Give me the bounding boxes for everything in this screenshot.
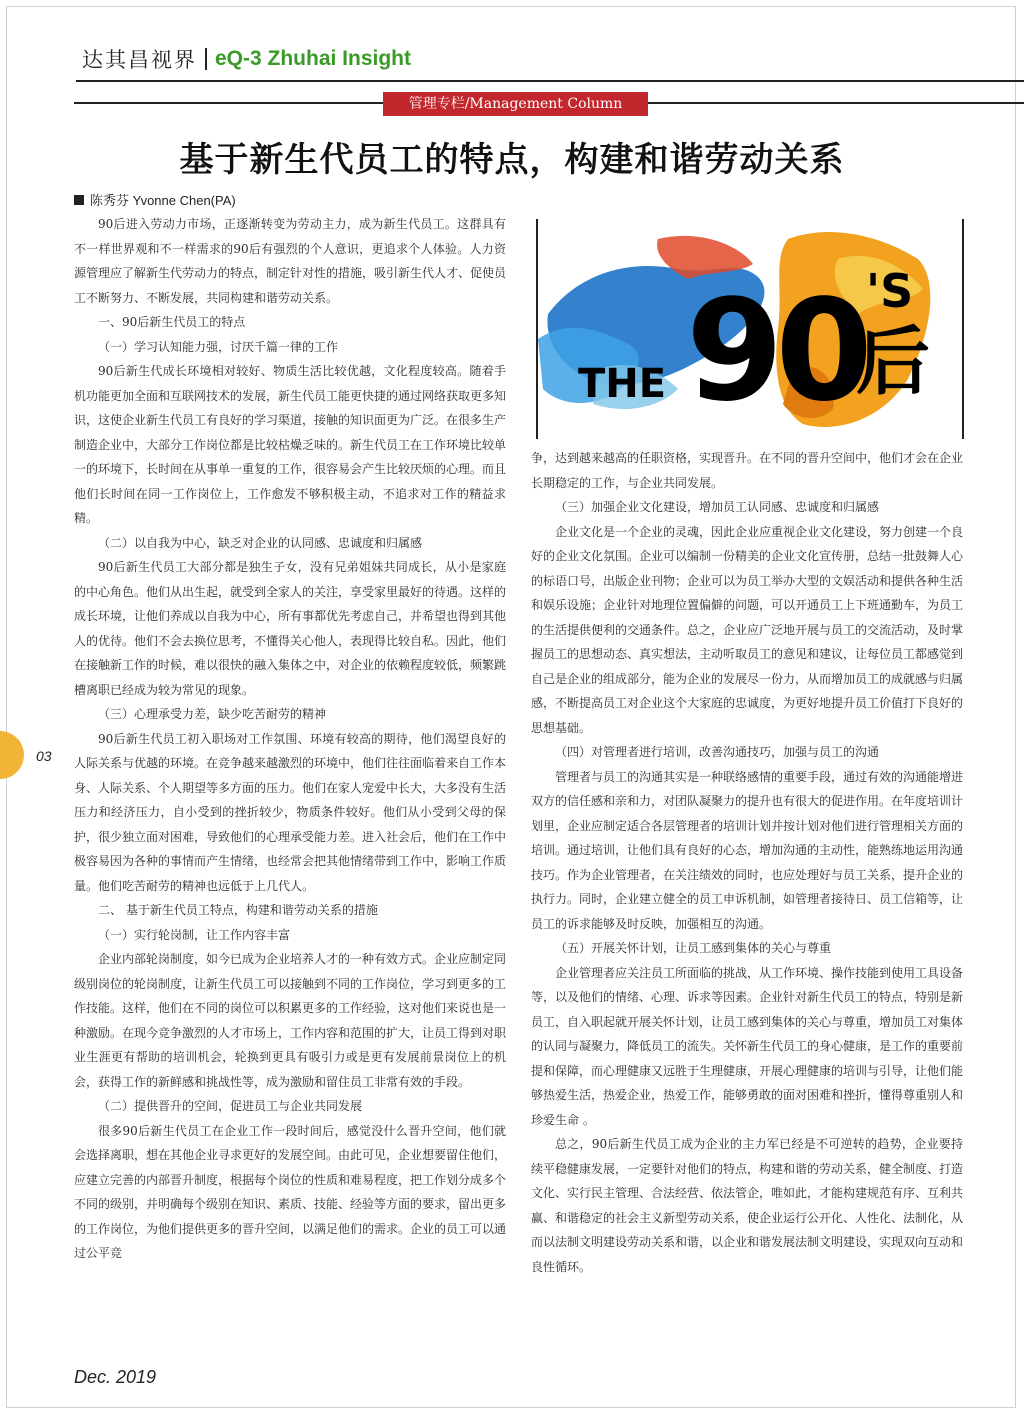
subsection-heading: （四）对管理者进行培训，改善沟通技巧，加强与员工的沟通: [555, 745, 880, 759]
subsection-heading: （三）加强企业文化建设，增加员工认同感、忠诚度和归属感: [555, 500, 880, 514]
subsection-heading: （一）学习认知能力强，讨厌千篇一律的工作: [98, 339, 339, 354]
paragraph: 很多90后新生代员工在企业工作一段时间后，感觉没什么晋升空间，他们就会选择离职，想在其他企业寻求更好的发展空间。由此可见，企业想要留住他们，应建立完善的内部晋升制度，根据每个岗位的性质和难易程度，把工作划分成多个不同的级别，并明确每个级别在知识、素质、技能、经验等方面的要求，留出更多的工作岗位，为他们提供更多的晋升空间，以满足他们的需求。企业的员工可以通过公平竞: [74, 1123, 507, 1260]
author-line: [74, 190, 236, 209]
paragraph: 90后新生代成长环境相对较好、物质生活比较优越，文化程度较高。随着手机功能更加全面和互联网技术的发展，新生代员工能更快捷的通过网络获取更多知识，这使企业新生代员工有良好的学习渠道，接触的知识面更为广泛。在很多生产制造企业中，大部分工作岗位都是比较枯燥乏味的。新生代员工在工作环境比较单一的环境下，长时间在从事单一重复的工作，很容易会产生比较厌烦的心理。而且他们长时间在同一工作岗位上，工作愈发不够积极主动，不追求对工作的精益求精。: [74, 364, 507, 525]
subsection-heading: （三）心理承受力差，缺少吃苦耐劳的精神: [98, 707, 327, 721]
column-tag: 管理专栏/Management Column: [383, 92, 648, 116]
paragraph: 管理者与员工的沟通其实是一种联络感情的重要手段，通过有效的沟通能增进双方的信任感和亲和力，对团队凝聚力的提升也有很大的促进作用。在年度培训计划里，企业应制定适合各层管理者的培训计划并按计划对他们进行管理相关方面的培训。通过培训，让他们具有良好的心态，增加沟通的主动性，能熟练地运用沟通技巧。作为企业管理者，在关注绩效的同时，也应处理好与员工关系，提升企业的执行力。同时，企业建立健全的员工申诉机制，如管理者接待日、员工信箱等，让员工的诉求能够及时反映，加强相互的沟通。: [531, 769, 964, 931]
paragraph: 企业文化是一个企业的灵魂，因此企业应重视企业文化建设，努力创建一个良好的企业文化氛围。企业可以编制一份精美的企业文化宣传册，总结一批鼓舞人心的标语口号，出版企业刊物；企业可以为员工举办大型的文娱活动和提供各种生活和娱乐设施；企业针对地理位置偏僻的问题，可以开通员工上下班通勤车，为员工的生活提供便利的交通条件。总之，企业应广泛地开展与员工的交流活动，及时掌握员工的思想动态、真实想法，主动听取员工的意见和建议，让每位员工都感觉到自己是企业的组成部分，能为企业的发展尽一份力，从而增加员工的成就感与归属感，不断提高员工对企业这个大家庭的忠诚度，为更好地提升员工价值打下良好的思想基础。: [531, 524, 964, 735]
masthead-chinese: 达其昌视界: [82, 48, 197, 72]
masthead: [82, 42, 411, 76]
subsection-heading: （二）以自我为中心，缺乏对企业的认同感、忠诚度和归属感: [98, 535, 423, 550]
paragraph: 企业内部轮岗制度，如今已成为企业培养人才的一种有效方式。企业应制定同级别岗位的轮岗制度，让新生代员工可以接触到不同的工作岗位，学习到更多的工作技能。这样，他们在不同的岗位可以积累更多的工作经验，这对他们来说也是一种激励。在现今竞争激烈的人才市场上，工作内容和范围的扩大，让员工得到对职业生涯更有帮助的培训机会，轮换到更具有吸引力或是更有发展前景岗位上的机会，获得工作的新鲜感和挑战性等，成为激励和留住员工非常有效的手段。: [74, 952, 507, 1089]
page-number: 03: [36, 748, 52, 764]
author-square-icon: [74, 195, 84, 205]
masthead-rule: [76, 80, 1024, 82]
paragraph: 90后进入劳动力市场，正逐渐转变为劳动主力，成为新生代员工。这群具有不一样世界观和不一样需求的90后有强烈的个人意识，更追求个人体验。人力资源管理应了解新生代劳动力的特点，制定针对性的措施，吸引新生代人才、促使员工不断努力、不断发展，共同构建和谐劳动关系。: [74, 217, 507, 305]
author-name: 陈秀芬 Yvonne Chen(PA): [90, 193, 236, 208]
masthead-english: eQ-3 Zhuhai Insight: [215, 47, 412, 70]
paragraph: 90后新生代员工大部分都是独生子女，没有兄弟姐妹共同成长，从小是家庭的中心角色。他们从出生起，就受到全家人的关注，享受家里最好的待遇。这样的成长环境，让他们养成以自我为中心，所有事都优先考虑自己，并希望也得到其他人的优待。他们不会去换位思考，不懂得关心他人，表现得比较自私。因此，他们在接触新工作的时候，难以很快的融入集体之中，对企业的依赖程度较低，频繁跳槽离职已经成为较为常见的现象。: [74, 560, 507, 697]
image-s-text: 'S: [866, 264, 914, 318]
paragraph: 总之，90后新生代员工成为企业的主力军已经是不可逆转的趋势，企业要持续平稳健康发展，一定要针对他们的特点，构建和谐的劳动关系，健全制度、打造文化、实行民主管理、合法经营、依法管企，唯如此，才能构建规范有序、互利共赢、和谐稳定的社会主义新型劳动关系，使企业运行公开化、人性化、法制化，从而以法制文明建设劳动关系和谐，以企业和谐发展法制文明建设，实现双向互动和良性循环。: [531, 1137, 964, 1274]
subsection-heading: （五）开展关怀计划，让员工感到集体的关心与尊重: [555, 941, 832, 955]
section-heading: 二、 基于新生代员工特点，构建和谐劳动关系的措施: [98, 903, 378, 917]
paragraph: 90后新生代员工初入职场对工作氛围、环境有较高的期待，他们渴望良好的人际关系与优越的环境。在竞争越来越激烈的环境中，他们往往面临着来自工作本身、人际关系、个人期望等多方面的压力。他们在家人宠爱中长大，大多没有生活压力和经济压力，自小受到的挫折较少，物质条件较好。他们从小受到父母的保护，很少独立面对困难，导致他们的心理承受能力差。进入社会后，他们在工作中极容易因为各种的事情而产生情绪，也经常会把其他情绪带到工作中，影响工作质量。他们吃苦耐劳的精神也远低于上几代人。: [74, 731, 507, 893]
the-90s-artwork: [538, 219, 962, 439]
issue-date: Dec. 2019: [74, 1367, 157, 1387]
image-the-text: THE: [578, 361, 667, 407]
article-title: 基于新生代员工的特点，构建和谐劳动关系: [179, 140, 845, 180]
the-90s-illustration: [536, 219, 964, 439]
section-heading: 一、90后新生代员工的特点: [98, 315, 246, 329]
left-column: [74, 212, 506, 1266]
paragraph: 争，达到越来越高的任职资格，实现晋升。在不同的晋升空间中，他们才会在企业长期稳定的工作，与企业共同发展。: [531, 451, 964, 490]
image-90-text: 90: [686, 270, 865, 433]
subsection-heading: （一）实行轮岗制，让工作内容丰富: [98, 927, 291, 942]
masthead-separator: [205, 48, 207, 70]
paragraph: 企业管理者应关注员工所面临的挑战，从工作环境、操作技能到使用工具设备等，以及他们的情绪、心理、诉求等因素。企业针对新生代员工的特点，特别是新员工，自入职起就开展关怀计划，让员工感到集体的关心与尊重，增加员工对集体的认同与凝聚力，降低员工的流失。关怀新生代员工的身心健康，是工作的重要前提和保障，而心理健康又远胜于生理健康，开展心理健康的培训与引导，让他们能够热爱生活，热爱企业，热爱工作，能够勇敢的面对困难和挫折，懂得尊重别人和珍爱生命 。: [531, 965, 964, 1127]
subsection-heading: （二）提供晋升的空间，促进员工与企业共同发展: [98, 1099, 363, 1113]
image-hou-text: 后: [856, 319, 930, 405]
right-column: [531, 446, 963, 1279]
